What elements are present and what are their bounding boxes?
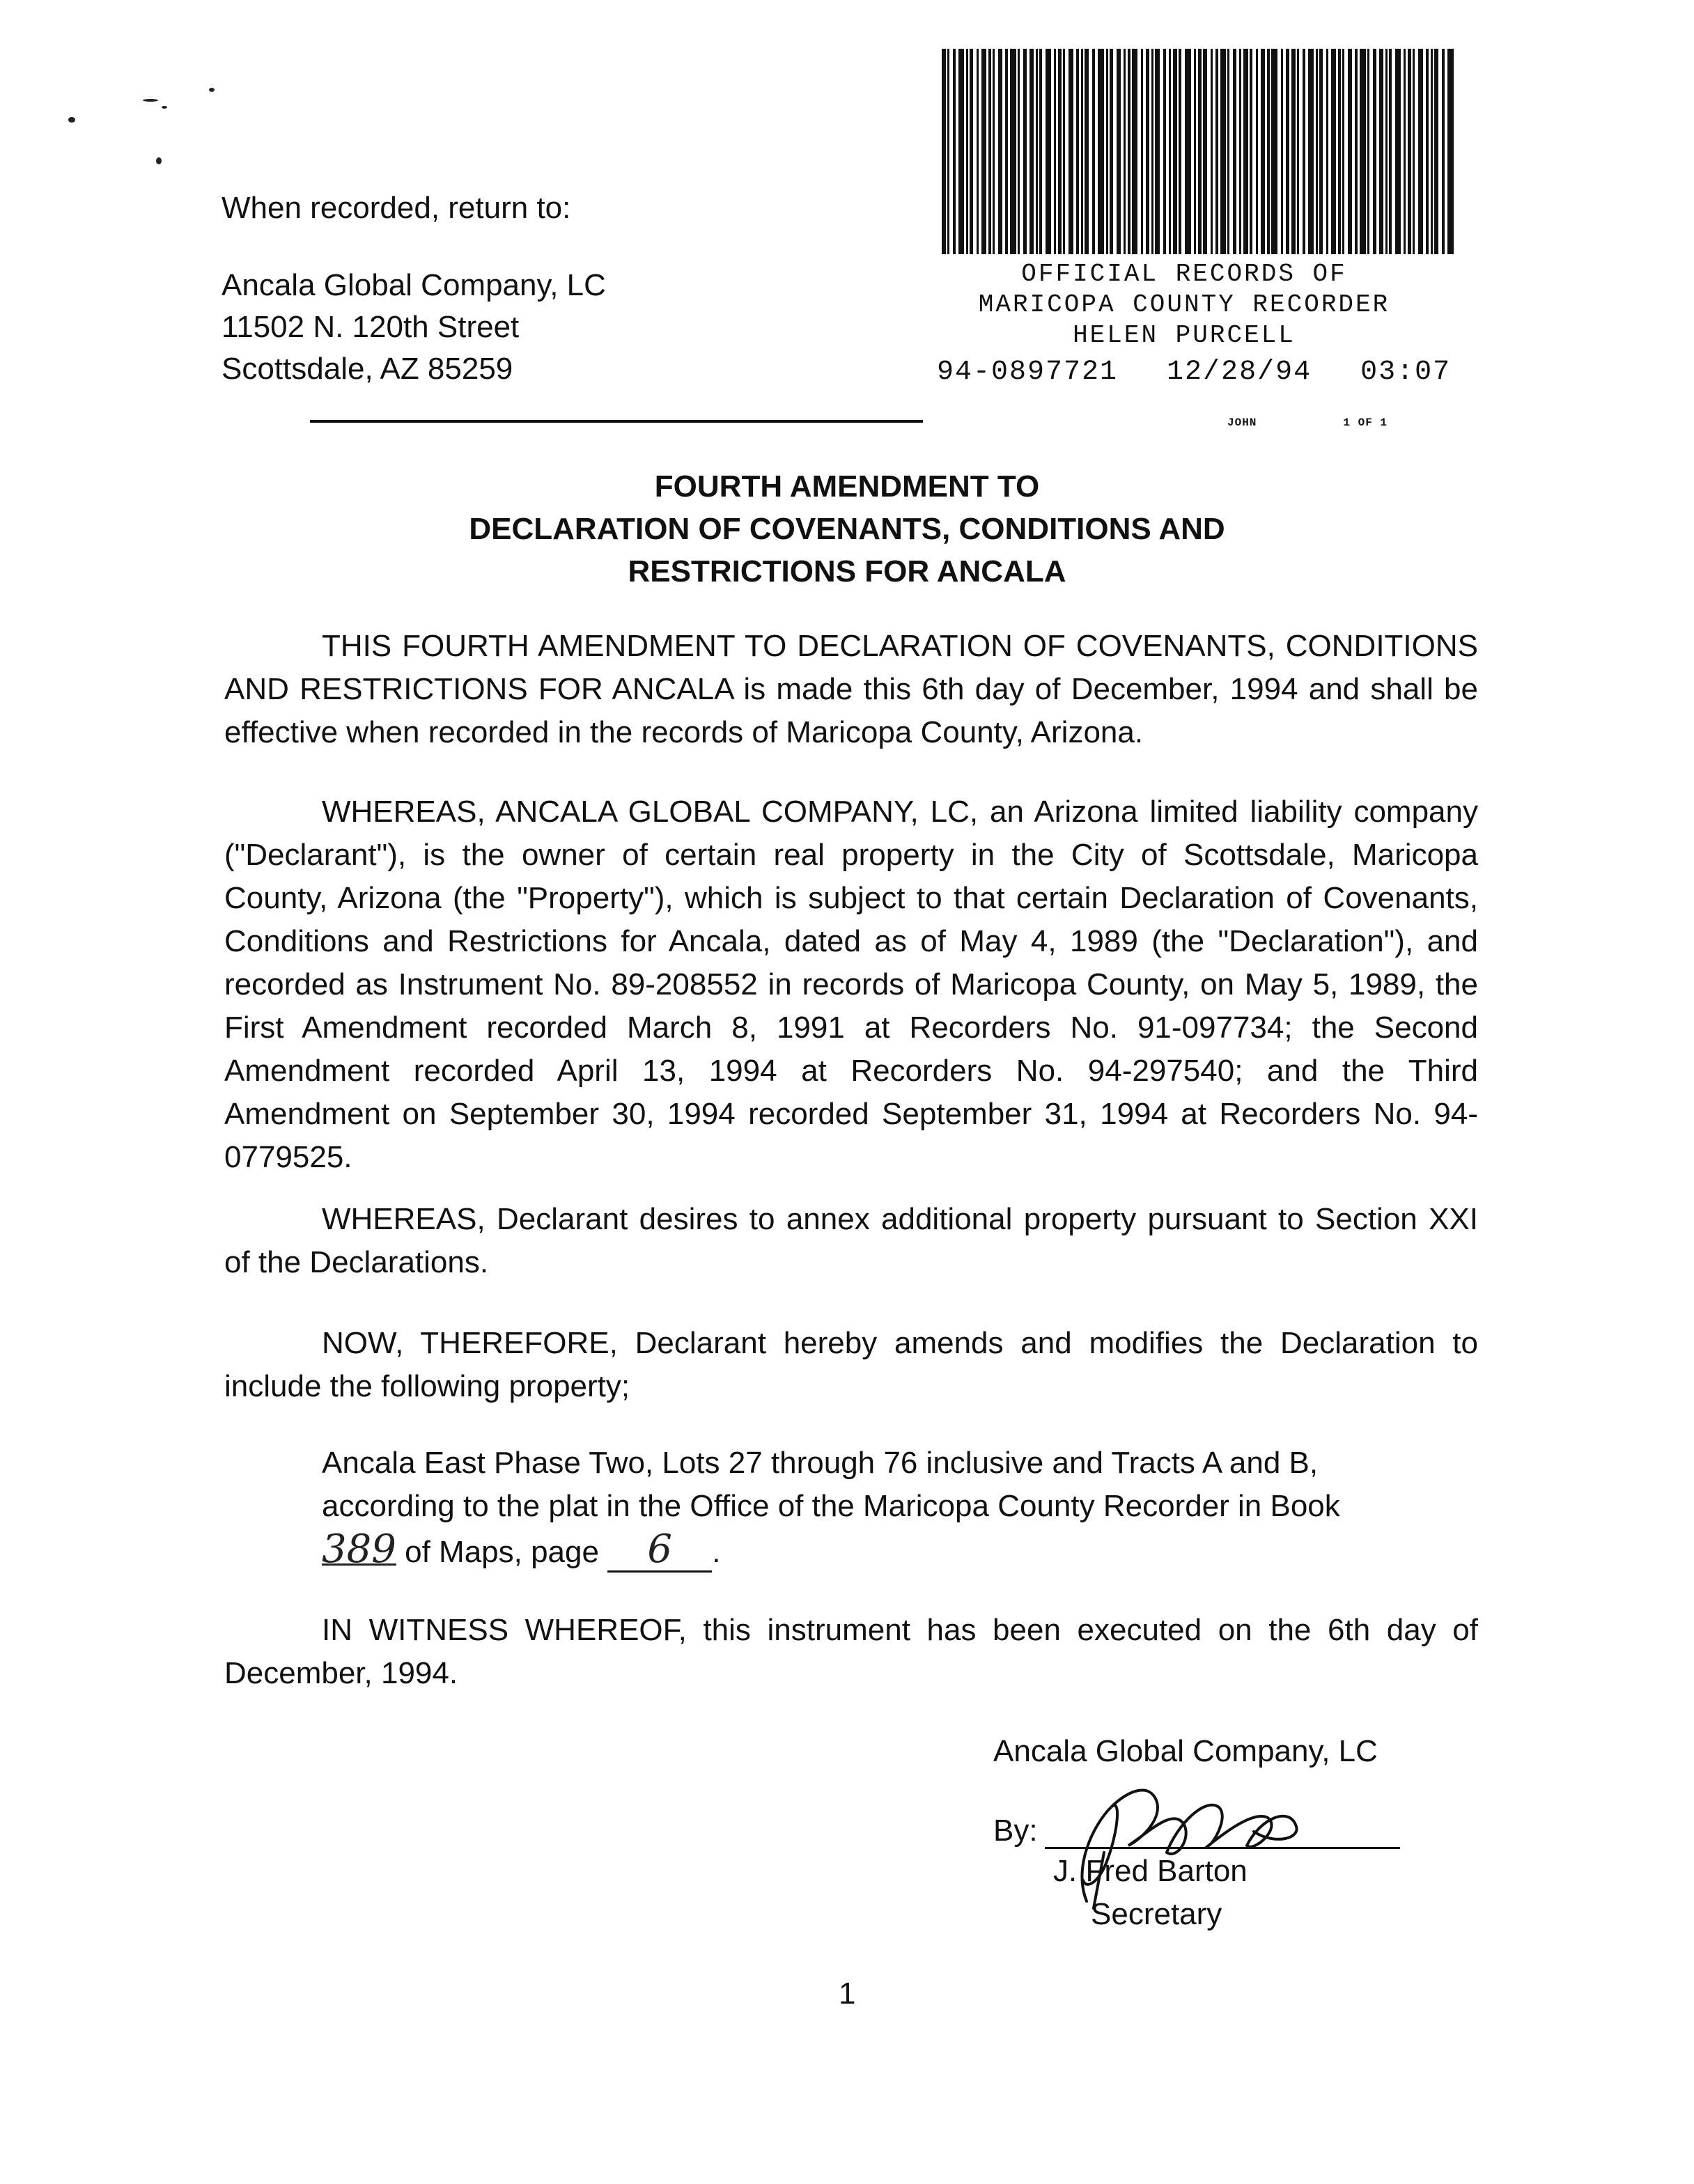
- barcode-bar: [1220, 49, 1226, 254]
- barcode-bar: [1434, 49, 1438, 254]
- barcode-bar: [1379, 49, 1383, 254]
- barcode-bar: [1117, 49, 1121, 254]
- barcode-bar: [1267, 49, 1270, 254]
- witness-text: IN WITNESS WHEREOF, this instrument has been executed on the 6th day of December, 1994.: [224, 1613, 1478, 1690]
- barcode-bar: [970, 49, 973, 254]
- barcode-bar: [1389, 49, 1392, 254]
- scan-speck: [162, 106, 167, 109]
- barcode-bar: [966, 49, 968, 254]
- barcode-bar: [1046, 49, 1051, 254]
- barcode-bar: [1146, 49, 1149, 254]
- barcode-bar: [1243, 49, 1248, 254]
- intro-paragraph: [224, 625, 1478, 754]
- barcode-bar: [1291, 49, 1296, 254]
- barcode-bar: [1338, 49, 1341, 254]
- therefore-text: NOW, THEREFORE, Declarant hereby amends and modifies the Declaration to include the following property;: [224, 1326, 1478, 1403]
- barcode-bar: [1442, 49, 1445, 254]
- barcode-bar: [1395, 49, 1401, 254]
- barcode-bar: [1063, 49, 1065, 254]
- title-line: FOURTH AMENDMENT TO: [654, 469, 1040, 504]
- barcode-bar: [1408, 49, 1411, 254]
- document-title: [0, 465, 1694, 593]
- barcode-bar: [1132, 49, 1137, 254]
- page-count: 1 OF 1: [1343, 416, 1388, 429]
- barcode-bar: [1303, 49, 1305, 254]
- barcode-bar: [1010, 49, 1016, 254]
- barcode-bar: [1331, 49, 1336, 254]
- barcode-bar: [1319, 49, 1323, 254]
- page-number-blank: [607, 1527, 712, 1573]
- divider-rule: [310, 420, 923, 423]
- barcode-bar: [958, 49, 964, 254]
- barcode-bar: [1151, 49, 1153, 254]
- barcode-bar: [1373, 49, 1376, 254]
- barcode-bar: [1092, 49, 1095, 254]
- barcode-bar: [1194, 49, 1196, 254]
- return-address-line: 11502 N. 120th Street: [222, 310, 520, 344]
- barcode-bar: [1271, 49, 1277, 254]
- barcode-bar: [1029, 49, 1034, 254]
- barcode-bar: [1081, 49, 1083, 254]
- recorder-line: HELEN PURCELL: [1073, 321, 1296, 350]
- barcode-bar: [1355, 49, 1358, 254]
- barcode-bar: [1261, 49, 1265, 254]
- book-number-handwritten: 389: [322, 1527, 396, 1572]
- barcode-bar: [1185, 49, 1191, 254]
- handwritten-signature: [1045, 1741, 1337, 1922]
- property-description: [322, 1442, 1464, 1574]
- property-line: [322, 1528, 1464, 1574]
- barcode-bar: [1036, 49, 1038, 254]
- barcode-bar: [1286, 49, 1289, 254]
- scan-speck: [143, 99, 158, 102]
- barcode-bar: [998, 49, 1002, 254]
- barcode-bar: [1169, 49, 1171, 254]
- property-line: according to the plat in the Office of the Maricopa County Recorder in Book: [322, 1489, 1340, 1523]
- barcode-bar: [1250, 49, 1252, 254]
- barcode-bar: [1039, 49, 1042, 254]
- record-date: 12/28/94: [1167, 357, 1312, 388]
- recorder-meta: [937, 357, 1451, 388]
- record-time: 03:07: [1360, 357, 1452, 388]
- whereas-paragraph-2: [224, 1198, 1478, 1284]
- barcode-bar: [942, 49, 946, 254]
- barcode-bar: [947, 49, 949, 254]
- barcode-bar: [1297, 49, 1299, 254]
- barcode-bar: [1173, 49, 1177, 254]
- barcode-bar: [1211, 49, 1213, 254]
- return-address: [222, 265, 606, 390]
- barcode-bar: [1281, 49, 1283, 254]
- barcode-bar: [1385, 49, 1388, 254]
- barcode-bar: [1058, 49, 1062, 254]
- signatory-name: J. Fred Barton: [1053, 1854, 1248, 1888]
- barcode-bar: [988, 49, 991, 254]
- barcode: [942, 49, 1457, 254]
- barcode-bar: [1023, 49, 1027, 254]
- barcode-bar: [1085, 49, 1089, 254]
- barcode-bar: [1316, 49, 1318, 254]
- title-line: RESTRICTIONS FOR ANCALA: [628, 554, 1066, 588]
- barcode-bar: [1348, 49, 1352, 254]
- barcode-bar: [1326, 49, 1328, 254]
- barcode-bar: [1124, 49, 1126, 254]
- clerk-name: JOHN: [1227, 416, 1257, 429]
- barcode-bar: [1106, 49, 1108, 254]
- signatory-company: Ancala Global Company, LC: [993, 1734, 1378, 1768]
- maps-page-text: of Maps, page: [396, 1535, 608, 1569]
- period: .: [712, 1535, 721, 1569]
- barcode-bar: [1005, 49, 1008, 254]
- barcode-bar: [1110, 49, 1113, 254]
- barcode-bar: [1239, 49, 1241, 254]
- barcode-bar: [993, 49, 995, 254]
- barcode-bar: [1098, 49, 1104, 254]
- document-number: 94-0897721: [937, 357, 1119, 388]
- signatory-title: Secretary: [1091, 1897, 1222, 1931]
- page-number-handwritten: 6: [647, 1527, 672, 1572]
- barcode-bar: [1413, 49, 1415, 254]
- barcode-bar: [1215, 49, 1218, 254]
- barcode-bar: [981, 49, 986, 254]
- barcode-bar: [1198, 49, 1202, 254]
- recorder-line: OFFICIAL RECORDS OF: [1021, 260, 1347, 288]
- scan-speck: [209, 88, 215, 92]
- recorder-stamp: [933, 259, 1435, 351]
- whereas-text-1: WHEREAS, ANCALA GLOBAL COMPANY, LC, an Arizona limited liability company ("Declarant"), is the owner of certain real property in the City of Scottsdale, Maricopa County, Arizona (the "Property"), which is subject to that certain Declaration of Covenants, Conditions and Restrictions for Ancala, dated as of May 4, 1989 (the "Declaration"), and recorded as Instrument No. 89-208552 in records of Maricopa County, on May 5, 1989, the First Amendment recorded March 8, 1991 at Recorders No. 91-097734; the Second Amendment recorded April 13, 1994 at Recorders No. 94-297540; and the Third Amendment on September 30, 1994 recorded September 31, 1994 at Recorders No. 94-0779525.: [224, 795, 1478, 1174]
- intro-text: THIS FOURTH AMENDMENT TO DECLARATION OF COVENANTS, CONDITIONS AND RESTRICTIONS FOR ANCALA is made this 6th day of December, 1994 and shall be effective when recorded in the records of Maricopa County, Arizona.: [224, 629, 1478, 749]
- barcode-bar: [1342, 49, 1344, 254]
- title-line: DECLARATION OF COVENANTS, CONDITIONS AND: [469, 512, 1225, 546]
- barcode-bar: [1360, 49, 1366, 254]
- barcode-bar: [1367, 49, 1369, 254]
- barcode-bar: [1069, 49, 1073, 254]
- barcode-bar: [953, 49, 956, 254]
- barcode-bar: [1155, 49, 1160, 254]
- barcode-bar: [1163, 49, 1166, 254]
- barcode-bar: [1128, 49, 1130, 254]
- page-number: 1: [839, 1976, 856, 2011]
- whereas-text-2: WHEREAS, Declarant desires to annex additional property pursuant to Section XXI of the Declarations.: [224, 1202, 1478, 1279]
- barcode-bar: [1431, 49, 1433, 254]
- recorder-small-print: [1227, 416, 1388, 429]
- property-line: Ancala East Phase Two, Lots 27 through 76 inclusive and Tracts A and B,: [322, 1446, 1319, 1480]
- barcode-bar: [1447, 49, 1454, 254]
- by-label: By:: [993, 1814, 1038, 1848]
- barcode-bar: [1308, 49, 1314, 254]
- scan-speck: [156, 157, 162, 164]
- return-to-label: When recorded, return to:: [222, 191, 571, 225]
- therefore-paragraph: [224, 1322, 1478, 1408]
- return-address-line: Scottsdale, AZ 85259: [222, 352, 513, 386]
- barcode-bar: [1179, 49, 1181, 254]
- scan-speck: [68, 117, 75, 123]
- witness-paragraph: [224, 1609, 1478, 1695]
- barcode-bar: [1076, 49, 1079, 254]
- barcode-bar: [1233, 49, 1236, 254]
- barcode-bar: [1054, 49, 1056, 254]
- barcode-bar: [1426, 49, 1429, 254]
- barcode-bar: [977, 49, 979, 254]
- barcode-bar: [1418, 49, 1423, 254]
- barcode-bar: [1141, 49, 1143, 254]
- barcode-bar: [1256, 49, 1258, 254]
- barcode-bar: [1203, 49, 1207, 254]
- barcode-bar: [1018, 49, 1020, 254]
- whereas-paragraph-1: [224, 790, 1478, 1179]
- barcode-bar: [1404, 49, 1406, 254]
- return-address-line: Ancala Global Company, LC: [222, 268, 606, 302]
- recorder-line: MARICOPA COUNTY RECORDER: [978, 290, 1390, 319]
- barcode-bar: [1227, 49, 1229, 254]
